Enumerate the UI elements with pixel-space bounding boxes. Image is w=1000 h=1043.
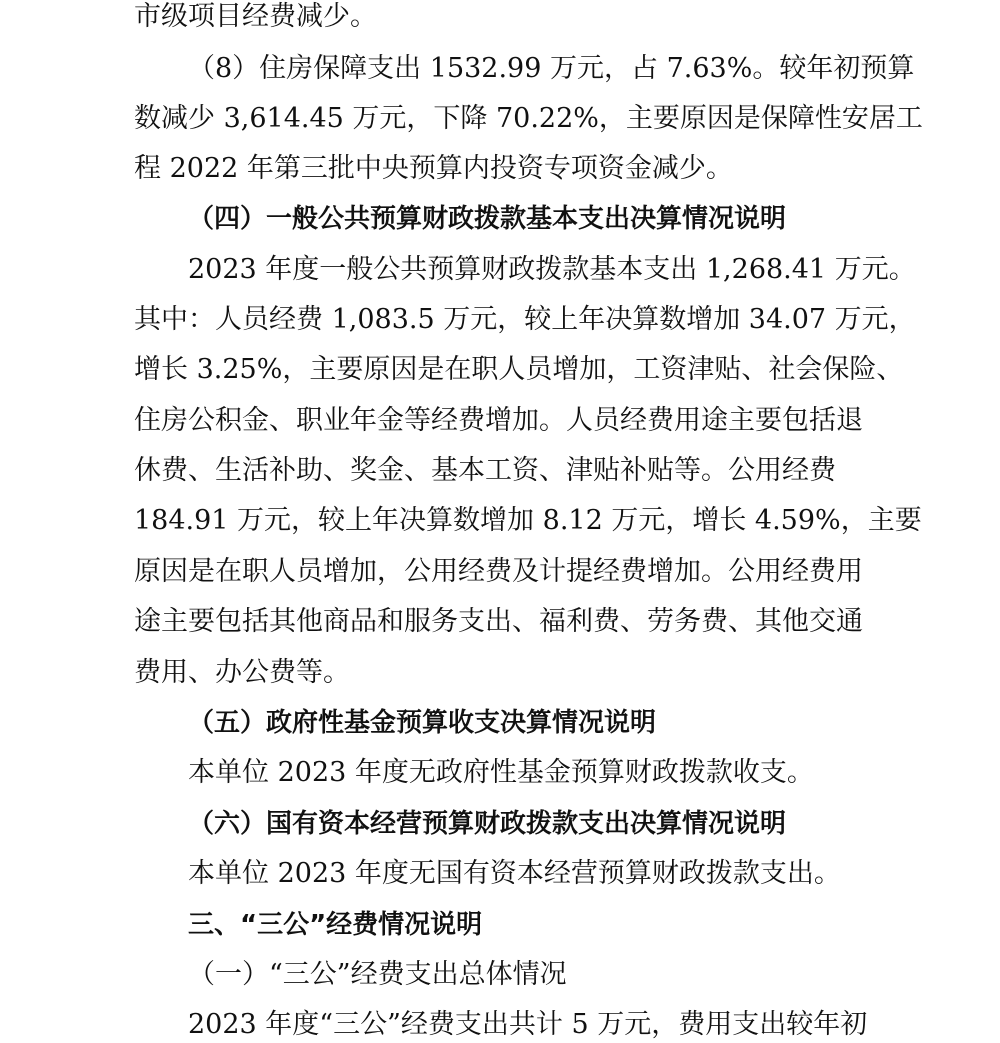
- section-heading: （五）政府性基金预算收支决算情况说明: [188, 708, 657, 738]
- subsection-heading: （一）“三公”经费支出总体情况: [188, 959, 567, 990]
- paragraph-line: 本单位 2023 年度无国有资本经营预算财政拨款支出。: [188, 858, 841, 889]
- paragraph-line: 本单位 2023 年度无政府性基金预算财政拨款收支。: [188, 757, 814, 788]
- paragraph-line: 2023 年度一般公共预算财政拨款基本支出 1,268.41 万元。: [188, 254, 916, 285]
- section-heading: （四）一般公共预算财政拨款基本支出决算情况说明: [188, 204, 787, 234]
- paragraph-line: 184.91 万元，较上年决算数增加 8.12 万元，增长 4.59%，主要: [134, 505, 922, 536]
- paragraph-line: 费用、办公费等。: [134, 657, 350, 688]
- paragraph-line: 增长 3.25%，主要原因是在职人员增加，工资津贴、社会保险、: [134, 354, 904, 385]
- paragraph-line: 休费、生活补助、奖金、基本工资、津贴补贴等。公用经费: [134, 455, 836, 486]
- paragraph-line: 途主要包括其他商品和服务支出、福利费、劳务费、其他交通: [134, 606, 863, 637]
- paragraph-line: 市级项目经费减少。: [134, 1, 377, 32]
- paragraph-line: 住房公积金、职业年金等经费增加。人员经费用途主要包括退: [134, 405, 863, 436]
- paragraph-line: 2023 年度“三公”经费支出共计 5 万元，费用支出较年初: [188, 1009, 868, 1040]
- paragraph-line: 程 2022 年第三批中央预算内投资专项资金减少。: [134, 153, 733, 184]
- paragraph-line: 数减少 3,614.45 万元，下降 70.22%，主要原因是保障性安居工: [134, 103, 923, 134]
- paragraph-line: 其中：人员经费 1,083.5 万元，较上年决算数增加 34.07 万元，: [134, 304, 916, 335]
- paragraph-line: （8）住房保障支出 1532.99 万元，占 7.63%。较年初预算: [188, 53, 915, 84]
- paragraph-line: 原因是在职人员增加，公用经费及计提经费增加。公用经费用: [134, 556, 863, 587]
- section-heading: （六）国有资本经营预算财政拨款支出决算情况说明: [188, 809, 787, 839]
- chapter-heading: 三、“三公”经费情况说明: [188, 910, 483, 940]
